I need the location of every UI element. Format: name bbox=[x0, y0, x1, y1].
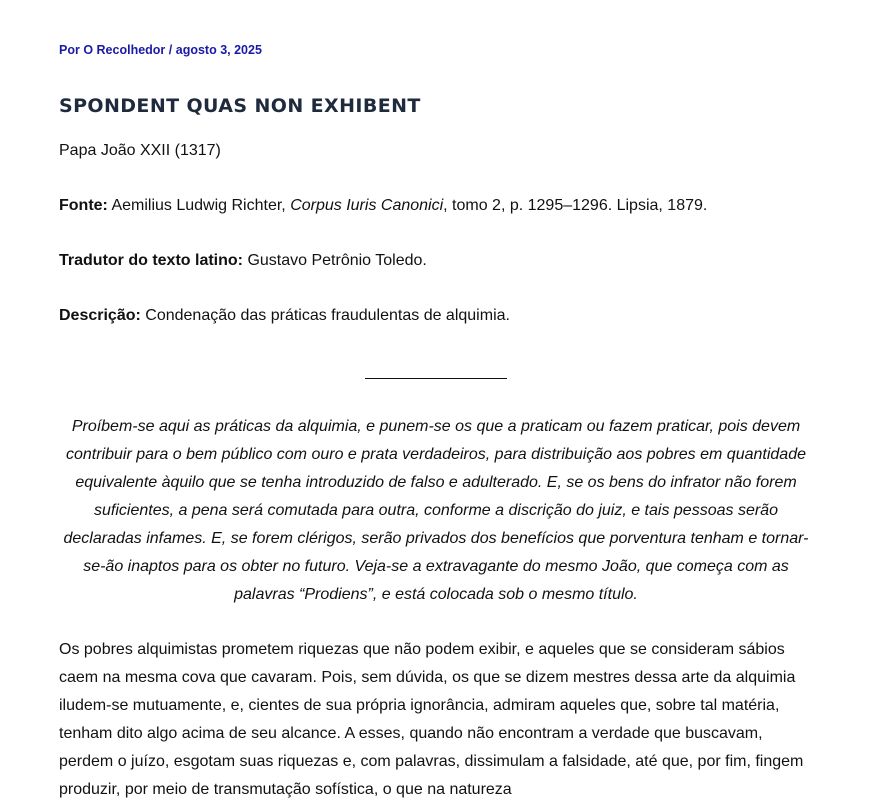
date-link[interactable]: agosto 3, 2025 bbox=[175, 43, 262, 57]
summary-paragraph: Proíbem-se aqui as práticas da alquimia, e punem-se os que a praticam ou fazem praticar, pois devem contribuir para o bem público com ouro e prata verdadeiros, para distribuição aos pobres em quantidade equivalente àquilo que se tenha introduzido de falso e adulterado. E, se os bens do infrator não forem suficientes, a pena será comutada para outra, conforme a discrição do juiz, e tais pessoas serão declaradas infames. E, se forem clérigos, serão privados dos benefícios que porventura tenham e tornar-se-ão inaptos para os obter no futuro. Veja-se a extravagante do mesmo João, que começa com as palavras “Prodiens”, e está colocada sob o mesmo título. bbox=[63, 418, 809, 603]
source-work: Corpus Iuris Canonici bbox=[290, 197, 444, 214]
translator-name: Gustavo Petrônio Toledo. bbox=[247, 252, 427, 269]
source-editor: Aemilius Ludwig Richter, bbox=[111, 197, 286, 214]
source-details: , tomo 2, p. 1295–1296. Lipsia, 1879. bbox=[443, 197, 708, 214]
translator-line bbox=[59, 247, 427, 275]
description-label: Descrição: bbox=[59, 307, 141, 324]
byline-prefix: Por bbox=[59, 43, 80, 57]
document-author: Papa João XXII (1317) bbox=[59, 142, 221, 159]
meta-separator: / bbox=[168, 43, 173, 57]
description-text: Condenação das práticas fraudulentas de alquimia. bbox=[145, 307, 510, 324]
post-title: SPONDENT QUAS NON EXHIBENT bbox=[59, 95, 421, 117]
body-paragraph: Os pobres alquimistas prometem riquezas que não podem exibir, e aqueles que se consideram sábios caem na mesma cova que cavaram. Pois, sem dúvida, os que se dizem mestres dessa arte da alquimia iludem-se mutuamente, e, cientes de sua própria ignorância, admiram aqueles que, sobre tal matéria, tenham dito algo acima de seu alcance. A esses, quando não encontram a verdade que buscavam, perdem o juízo, esgotam suas riquezas e, com palavras, dissimulam a falsidade, até que, por fim, fingem produzir, por meio de transmutação sofística, o que na natureza bbox=[59, 641, 804, 798]
author-link[interactable]: O Recolhedor bbox=[83, 43, 166, 57]
source-line bbox=[59, 192, 707, 220]
description-line bbox=[59, 302, 510, 330]
post-meta bbox=[59, 43, 262, 57]
translator-label: Tradutor do texto latino: bbox=[59, 252, 243, 269]
section-divider bbox=[365, 378, 507, 379]
source-label: Fonte: bbox=[59, 197, 108, 214]
